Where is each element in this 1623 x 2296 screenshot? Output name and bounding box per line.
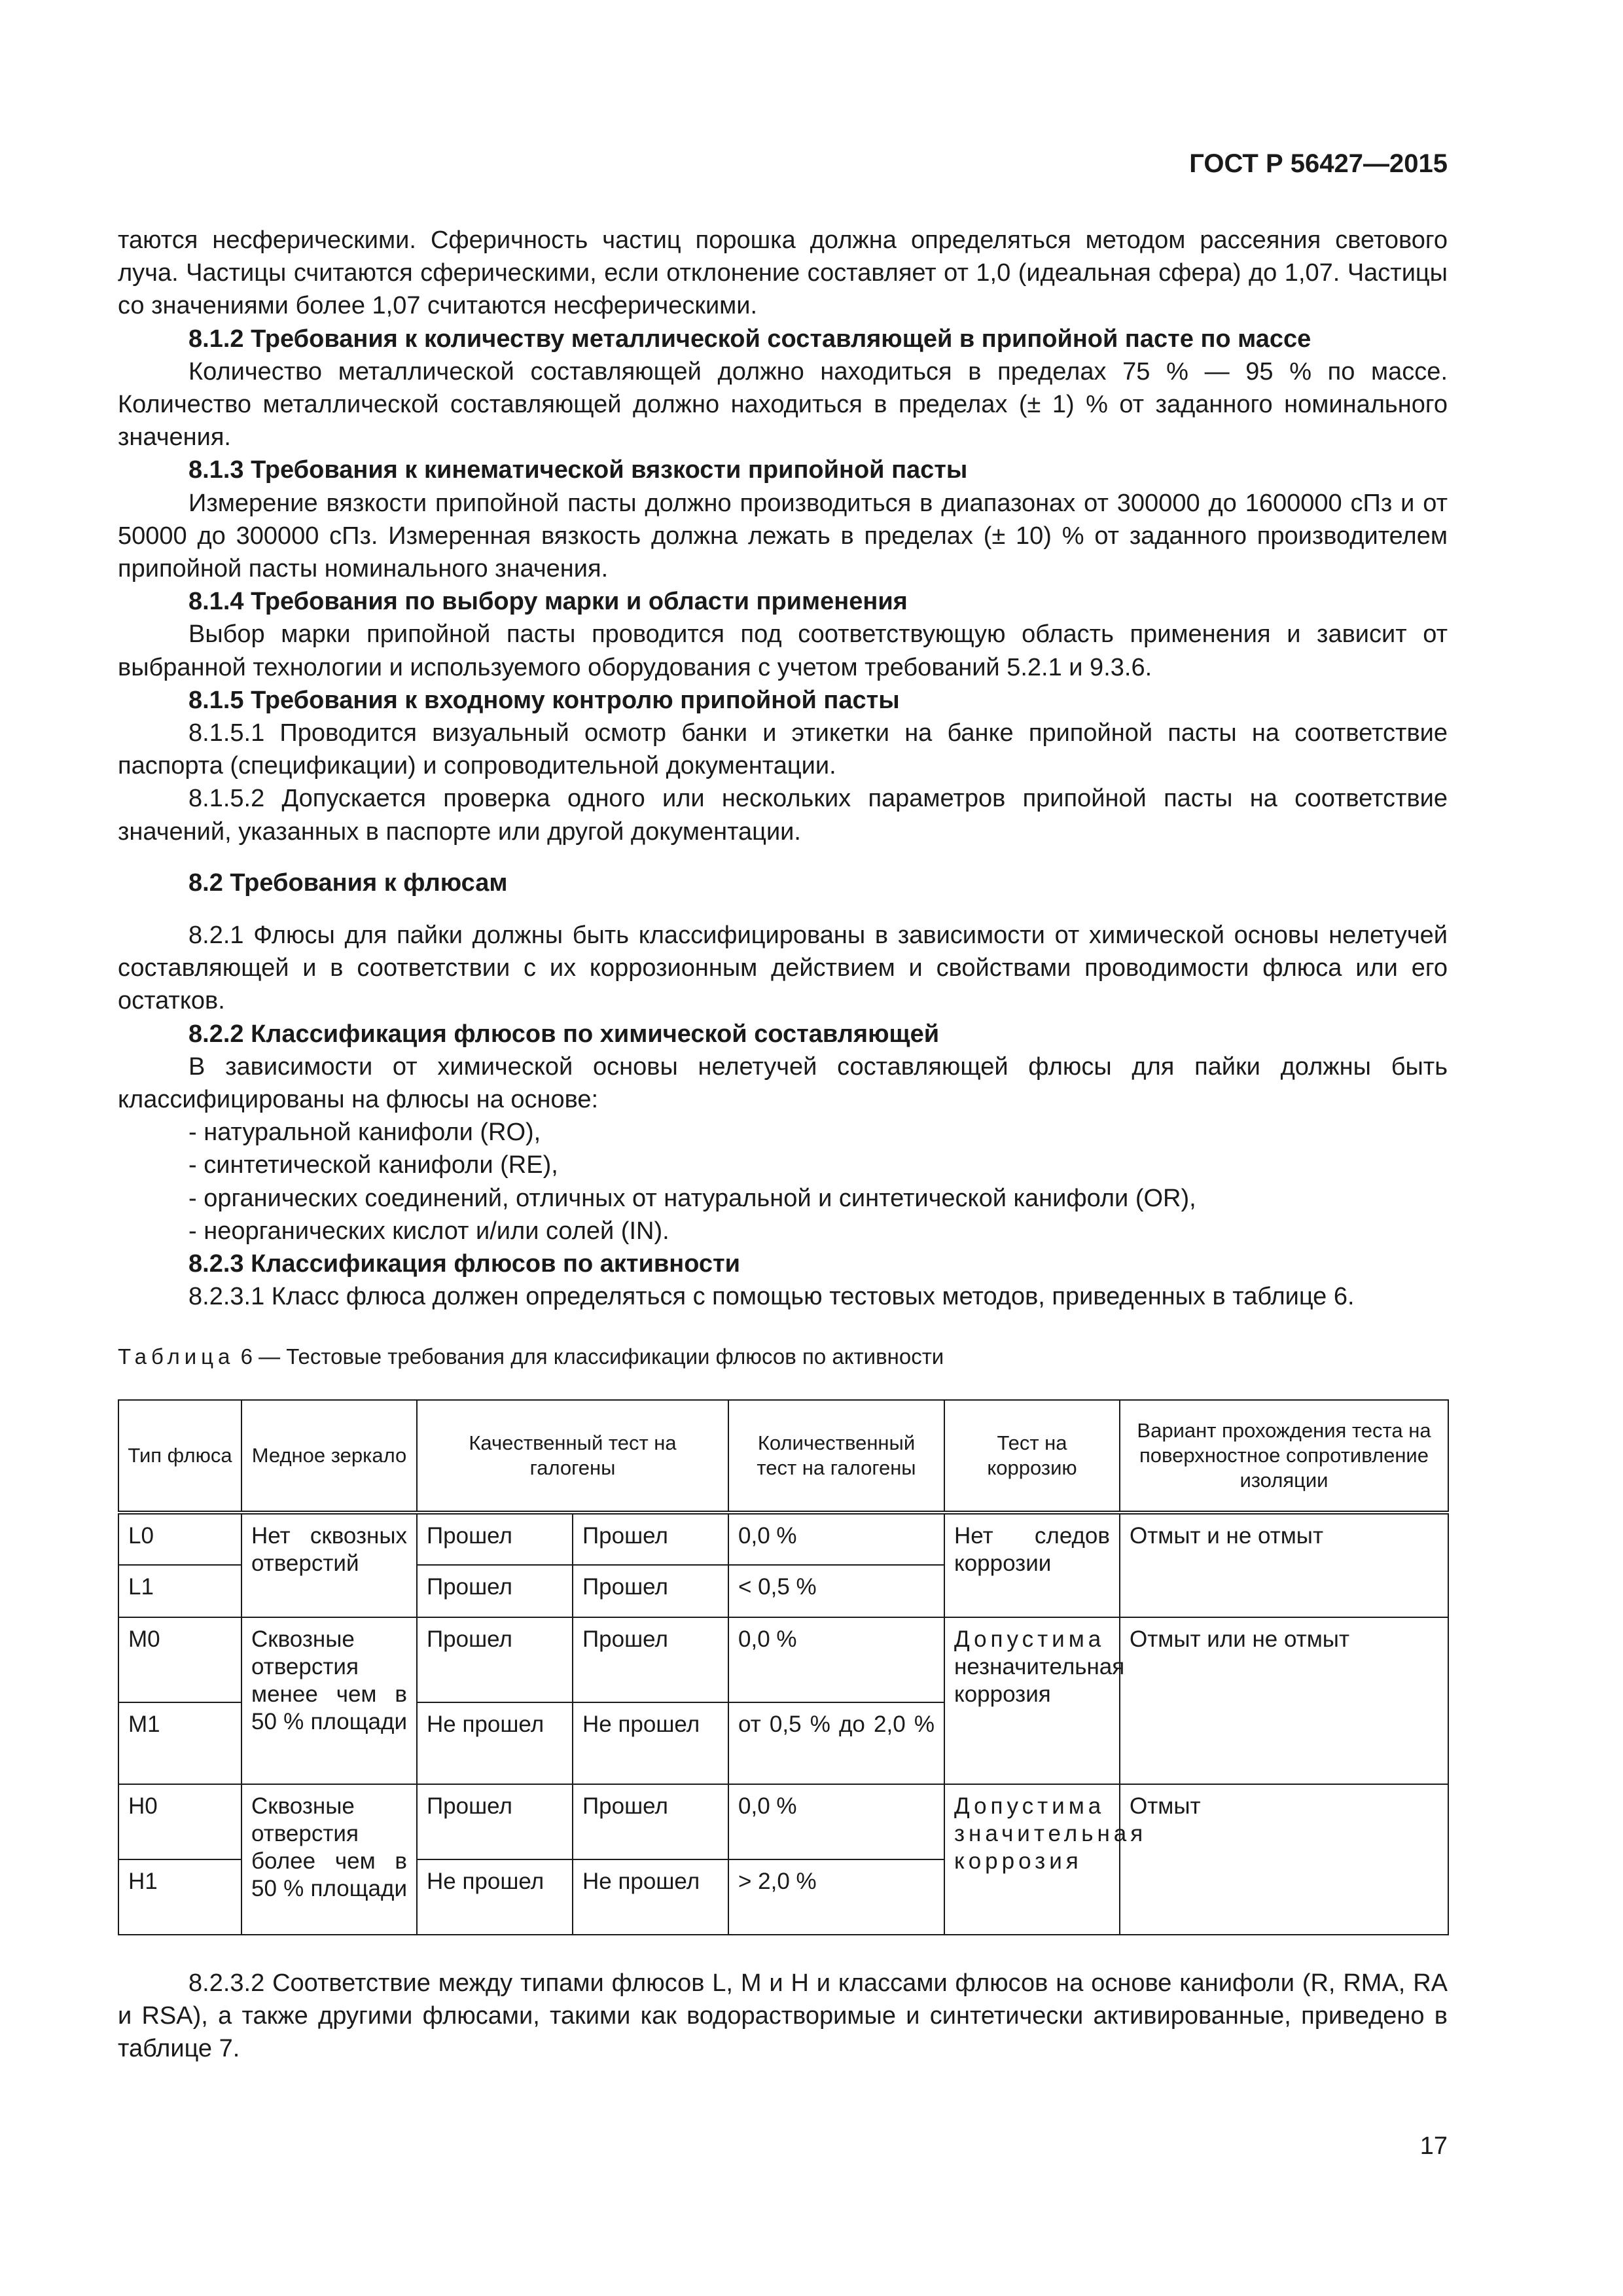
cell-quant: 0,0 % xyxy=(728,1617,944,1702)
cell-qual-1: Прошел xyxy=(417,1617,573,1702)
list-item: - органических соединений, отличных от натуральной и синтетической канифоли (OR), xyxy=(188,1184,1196,1212)
cell-mirror: Сквозные отверстия более чем в 50 % площади xyxy=(241,1784,417,1935)
header-mirror: Медное зеркало xyxy=(241,1400,417,1513)
corrosion-line-1: Допустима xyxy=(954,1793,1105,1819)
header-quantitative: Количественный тест на галогены xyxy=(728,1400,944,1513)
paragraph: 8.2.1 Флюсы для пайки должны быть классифицированы в зависимости от химической основы нелетучей составляющей и в соответствии с их коррозионным действием и свойствами проводимости флюса или его остатков. xyxy=(118,922,1448,1015)
cell-quant: < 0,5 % xyxy=(728,1565,944,1617)
cell-mirror: Сквозные отверстия менее чем в 50 % площади xyxy=(241,1617,417,1784)
list-item: - неорганических кислот и/или солей (IN). xyxy=(188,1217,669,1245)
cell-qual-1: Не прошел xyxy=(417,1702,573,1784)
cell-sir: Отмыт и не отмыт xyxy=(1120,1513,1448,1617)
cell-sir: Отмыт xyxy=(1120,1784,1448,1935)
cell-corrosion xyxy=(944,1784,1147,1935)
paragraph: 8.1.5.1 Проводится визуальный осмотр банки и этикетки на банке припойной пасты на соответствие паспорта (спецификации) и сопроводительной документации. xyxy=(118,719,1448,780)
header-corrosion: Тест на коррозию xyxy=(944,1400,1120,1513)
section-heading: 8.1.4 Требования по выбору марки и области применения xyxy=(188,588,908,616)
corrosion-line-2: значительная коррозия xyxy=(954,1821,1147,1874)
flux-activity-table xyxy=(118,1399,1449,1935)
paragraph: таются несферическими. Сферичность частиц порошка должна определяться методом рассеяния светового луча. Частицы считаются сферическими, если отклонение составляет от 1,0 (идеальная сфера) до 1,07. Частицы со значениями более 1,07 считаются несферическими. xyxy=(118,226,1448,320)
table-header-row xyxy=(118,1400,1448,1513)
cell-type: L1 xyxy=(118,1565,241,1617)
paragraph: 8.2.3.2 Соответствие между типами флюсов L, M и H и классами флюсов на основе канифоли (R, RMA, RA и RSA), а также другими флюсами, такими как водорастворимые и синтетически активированные, приведено в таблице 7. xyxy=(118,1969,1448,2063)
table-caption-text: 6 — Тестовые требования для классификации флюсов по активности xyxy=(240,1344,944,1369)
body-text xyxy=(118,224,1448,1314)
cell-qual-1: Прошел xyxy=(417,1513,573,1565)
document-header: ГОСТ Р 56427—2015 xyxy=(1189,149,1448,178)
table-caption xyxy=(118,1344,944,1369)
cell-quant: 0,0 % xyxy=(728,1513,944,1565)
paragraph: В зависимости от химической основы нелетучей составляющей флюсы для пайки должны быть классифицированы на флюсы на основе: xyxy=(118,1052,1448,1114)
corrosion-line-1: Допустима xyxy=(954,1626,1105,1652)
section-heading: 8.2.2 Классификация флюсов по химической составляющей xyxy=(188,1020,940,1048)
paragraph: 8.1.5.2 Допускается проверка одного или нескольких параметров припойной пасты на соответствие значений, указанных в паспорте или другой документации. xyxy=(118,785,1448,846)
cell-qual-2: Не прошел xyxy=(573,1859,728,1935)
cell-quant: от 0,5 % до 2,0 % xyxy=(728,1702,944,1784)
cell-qual-1: Прошел xyxy=(417,1784,573,1859)
table-row xyxy=(118,1513,1448,1565)
cell-qual-2: Не прошел xyxy=(573,1702,728,1784)
header-type: Тип флюса xyxy=(118,1400,241,1513)
section-heading: 8.1.3 Требования к кинематической вязкости припойной пасты xyxy=(188,456,968,484)
section-heading: 8.2 Требования к флюсам xyxy=(188,869,508,897)
table-row xyxy=(118,1784,1448,1859)
page-number: 17 xyxy=(1419,2132,1448,2160)
cell-sir: Отмыт или не отмыт xyxy=(1120,1617,1448,1784)
cell-type: L0 xyxy=(118,1513,241,1565)
corrosion-line-1: Нет следов xyxy=(954,1523,1110,1549)
section-heading: 8.2.3 Классификация флюсов по активности xyxy=(188,1250,741,1278)
cell-qual-2: Прошел xyxy=(573,1784,728,1859)
paragraph: Выбор марки припойной пасты проводится под соответствующую область применения и зависит от выбранной технологии и используемого оборудования с учетом требований 5.2.1 и 9.3.6. xyxy=(118,620,1448,681)
table-caption-label: Таблица xyxy=(118,1344,235,1369)
header-qualitative: Качественный тест на галогены xyxy=(417,1400,728,1513)
section-heading: 8.1.5 Требования к входному контролю припойной пасты xyxy=(188,686,900,714)
paragraph: Измерение вязкости припойной пасты должно производиться в диапазонах от 300000 до 1600000 сПз и от 50000 до 300000 сПз. Измеренная вязкость должна лежать в пределах (± 10) % от заданного производителем припойной пасты номинального значения. xyxy=(118,489,1448,583)
cell-corrosion xyxy=(944,1513,1120,1617)
cell-type: M1 xyxy=(118,1702,241,1784)
cell-type: H0 xyxy=(118,1784,241,1859)
cell-quant: 0,0 % xyxy=(728,1784,944,1859)
cell-mirror: Нет сквозных отверстий xyxy=(241,1513,417,1617)
cell-qual-1: Не прошел xyxy=(417,1859,573,1935)
corrosion-line-2: незначительная коррозия xyxy=(954,1654,1125,1707)
corrosion-line-2: коррозии xyxy=(954,1551,1052,1576)
cell-corrosion xyxy=(944,1617,1125,1784)
cell-type: M0 xyxy=(118,1617,241,1702)
cell-qual-2: Прошел xyxy=(573,1513,728,1565)
header-sir: Вариант прохождения теста на поверхностное сопротивление изоляции xyxy=(1120,1400,1448,1513)
section-heading: 8.1.2 Требования к количеству металлической составляющей в припойной пасте по массе xyxy=(188,325,1311,353)
cell-qual-2: Прошел xyxy=(573,1617,728,1702)
table-row xyxy=(118,1617,1448,1702)
cell-qual-1: Прошел xyxy=(417,1565,573,1617)
list-item: - натуральной канифоли (RO), xyxy=(188,1119,541,1147)
paragraph: Количество металлической составляющей должно находиться в пределах 75 % — 95 % по массе. Количество металлической составляющей должно находиться в пределах (± 1) % от заданного номинального значения. xyxy=(118,357,1448,452)
cell-qual-2: Прошел xyxy=(573,1565,728,1617)
paragraph: 8.2.3.1 Класс флюса должен определяться с помощью тестовых методов, приведенных в таблице 6. xyxy=(188,1283,1355,1311)
cell-quant: > 2,0 % xyxy=(728,1859,944,1935)
cell-type: H1 xyxy=(118,1859,241,1935)
list-item: - синтетической канифоли (RE), xyxy=(188,1151,558,1179)
